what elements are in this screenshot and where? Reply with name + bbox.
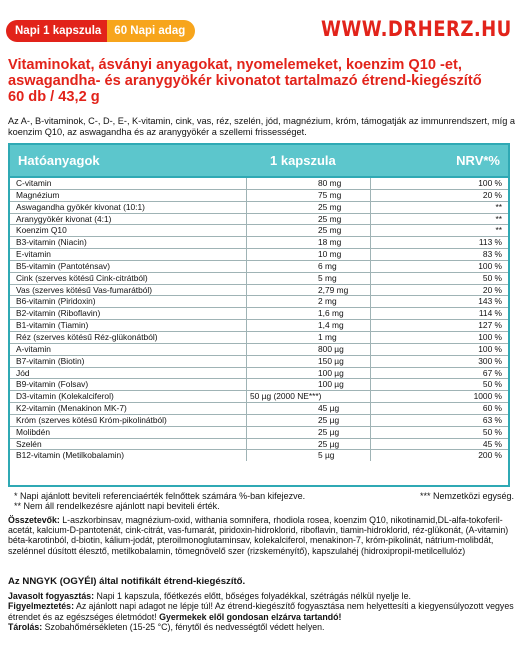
ingredient-nrv: 113 %	[478, 237, 502, 248]
product-intro: Az A-, B-vitaminok, C-, D-, E-, K-vitamin, cink, vas, réz, szelén, jód, magnézium, króm, támogatják az immunrendszert, míg a koenzim Q10, az aswagandha és az aranygyökér a szellemi frissességet.	[8, 116, 515, 137]
ingredient-name: Aswagandha gyökér kivonat (10:1)	[16, 201, 145, 212]
ingredient-nrv: 83 %	[482, 249, 502, 260]
ingredient-name: C-vitamin	[16, 178, 52, 188]
ingredient-nrv: **	[495, 225, 502, 236]
ingredient-name: D3-vitamin (Kolekalciferol)	[16, 391, 114, 402]
ingredient-amount: 50 µg (2000 NE***)	[250, 391, 322, 402]
ingredient-nrv: 100 %	[478, 178, 502, 188]
table-body	[10, 178, 508, 461]
ingredient-nrv: **	[495, 213, 502, 224]
website-link[interactable]: WWW.DRHERZ.HU	[321, 17, 512, 41]
table-row	[10, 249, 508, 261]
product-title: Vitaminokat, ásványi anyagokat, nyomelemeket, koenzim Q10 -et, aswagandha- és aranygyökér kivonatot tartalmazó étrend-kiegészítő 60 db / 43,2 g	[8, 57, 482, 105]
ingredient-amount: 75 mg	[318, 189, 342, 200]
ingredient-nrv: 100 %	[478, 343, 502, 354]
ingredient-nrv: 300 %	[478, 355, 502, 366]
ingredient-name: Réz (szerves kötésű Réz-glükonátból)	[16, 331, 158, 342]
ingredient-amount: 45 µg	[318, 403, 340, 414]
ingredient-name: A-vitamin	[16, 343, 51, 354]
ingredient-name: Jód	[16, 367, 30, 378]
storage-label: Tárolás:	[8, 622, 43, 633]
ingredient-nrv: 63 %	[482, 414, 502, 425]
ingredients-label: Összetevők:	[8, 515, 60, 525]
table-row	[10, 214, 508, 226]
header-per-capsule: 1 kapszula	[270, 153, 336, 168]
ingredient-nrv: 1000 %	[473, 391, 502, 402]
ingredient-nrv: 200 %	[478, 450, 502, 461]
ingredient-name: Szelén	[16, 438, 42, 449]
ingredient-amount: 80 mg	[318, 178, 342, 188]
storage-text: Szobahőmérsékleten (15-25 °C), fénytől és nedvességtől védett helyen.	[42, 622, 325, 633]
ingredient-nrv: 67 %	[482, 367, 502, 378]
notification-statement: Az NNGYK (OGYÉI) által notifikált étrend-kiegészítő.	[8, 576, 246, 587]
ingredient-amount: 2 mg	[318, 296, 337, 307]
ingredient-nrv: 60 %	[482, 403, 502, 414]
children-warning: Gyermekek elől gondosan elzárva tartandó!	[156, 611, 342, 622]
table-row	[10, 427, 508, 439]
ingredient-amount: 100 µg	[318, 367, 344, 378]
table-row	[10, 344, 508, 356]
ingredient-nrv: 50 %	[482, 426, 502, 437]
table-row	[10, 332, 508, 344]
ingredient-amount: 150 µg	[318, 355, 344, 366]
ingredient-name: Molibdén	[16, 426, 50, 437]
ingredient-amount: 25 µg	[318, 426, 340, 437]
ingredient-amount: 1,6 mg	[318, 308, 344, 319]
ingredient-nrv: 20 %	[482, 284, 502, 295]
ingredient-name: B3-vitamin (Niacin)	[16, 237, 87, 248]
table-row	[10, 285, 508, 297]
table-row	[10, 320, 508, 332]
table-row	[10, 261, 508, 273]
nutrition-table	[8, 143, 510, 487]
ingredient-name: Koenzim Q10	[16, 225, 67, 236]
ingredient-nrv: 50 %	[482, 272, 502, 283]
ingredient-amount: 25 mg	[318, 213, 342, 224]
no-rda-footnote: ** Nem áll rendelkezésre ajánlott napi beviteli érték.	[14, 501, 220, 511]
ingredient-name: B6-vitamin (Piridoxin)	[16, 296, 96, 307]
table-row	[10, 450, 508, 461]
table-header	[10, 145, 508, 178]
ingredients-text: L-aszkorbinsav, magnézium-oxid, withania somnifera, rhodiola rosea, koenzim Q10, nikotinamid,DL-alfa-tokoferil-acetát, kalcium-D-pantotenát, cink-citrát, vas-fumarát, piridoxin-hidroklorid, riboflavin, tiamin-hidroklorid, réz-glükonát, (A-vitamin) béta-karotinból, d-biotin, kálium-jodát, pteroilmonoglutaminsav, kolekalciferol, menakinon-7, króm-pikolinát, nátrium-molibdát, szelénnel dúsított élesztő, metilkobalamin, tömegnövelő szer (rizskeményítő), kapszulahéj (hidroxipropil-metilcellulóz)	[8, 515, 509, 556]
ingredient-nrv: 50 %	[482, 379, 502, 390]
warning-text: Az ajánlott napi adagot ne lépje túl! Az étrend-kiegészítő fogyasztása nem helyettesíti a kiegyensúlyozott vegyes étrendet és az egészséges életmódot!	[8, 601, 514, 622]
header	[0, 0, 526, 56]
ingredient-name: Aranygyökér kivonat (4:1)	[16, 213, 112, 224]
ingredient-name: Vas (szerves kötésű Vas-fumarátból)	[16, 284, 153, 295]
table-row	[10, 296, 508, 308]
ingredient-amount: 2,79 mg	[318, 284, 349, 295]
ingredient-nrv: 45 %	[482, 438, 502, 449]
dosage-line	[8, 591, 520, 601]
table-row	[10, 356, 508, 368]
ingredient-name: Cink (szerves kötésű Cink-citrátból)	[16, 272, 148, 283]
daily-capsule-badge: Napi 1 kapszula	[6, 20, 107, 42]
header-ingredient: Hatóanyagok	[18, 153, 100, 168]
ingredient-amount: 18 mg	[318, 237, 342, 248]
ingredient-amount: 5 mg	[318, 272, 337, 283]
nrv-footnote: * Napi ajánlott beviteli referenciaérték felnőttek számára %-ban kifejezve.	[14, 491, 306, 501]
ingredient-nrv: **	[495, 201, 502, 212]
ingredient-amount: 25 µg	[318, 414, 340, 425]
ingredient-amount: 1 mg	[318, 331, 337, 342]
storage-line	[8, 622, 520, 632]
ingredient-nrv: 114 %	[478, 308, 502, 319]
ingredient-amount: 100 µg	[318, 379, 344, 390]
usage-section	[8, 591, 520, 633]
dosage-label: Javasolt fogyasztás:	[8, 591, 95, 601]
table-row	[10, 439, 508, 451]
ingredient-nrv: 127 %	[478, 320, 502, 331]
ingredient-amount: 25 mg	[318, 225, 342, 236]
ingredient-name: K2-vitamin (Menakinon MK-7)	[16, 403, 127, 414]
dosage-text: Napi 1 kapszula, főétkezés előtt, bőséges folyadékkal, szétrágás nélkül nyelje le.	[94, 591, 411, 601]
ingredient-nrv: 20 %	[482, 189, 502, 200]
table-row	[10, 202, 508, 214]
days-supply-badge: 60 Napi adag	[107, 20, 195, 42]
ingredient-name: E-vitamin	[16, 249, 51, 260]
iu-footnote: *** Nemzetközi egység.	[419, 491, 514, 501]
ingredient-amount: 10 mg	[318, 249, 342, 260]
table-row	[10, 368, 508, 380]
ingredients-section	[8, 515, 520, 556]
ingredient-amount: 6 mg	[318, 260, 337, 271]
ingredient-nrv: 100 %	[478, 331, 502, 342]
dosage-badges	[6, 20, 195, 42]
table-row	[10, 190, 508, 202]
table-row	[10, 273, 508, 285]
table-row	[10, 225, 508, 237]
ingredient-name: B2-vitamin (Riboflavin)	[16, 308, 101, 319]
ingredient-name: B1-vitamin (Tiamin)	[16, 320, 89, 331]
ingredient-name: Magnézium	[16, 189, 60, 200]
ingredient-name: B9-vitamin (Folsav)	[16, 379, 89, 390]
table-row	[10, 178, 508, 190]
table-row	[10, 379, 508, 391]
warning-line	[8, 601, 520, 622]
ingredient-name: B5-vitamin (Pantoténsav)	[16, 260, 111, 271]
table-row	[10, 308, 508, 320]
table-row	[10, 391, 508, 403]
ingredient-amount: 1,4 mg	[318, 320, 344, 331]
footnotes	[14, 491, 514, 511]
table-row	[10, 403, 508, 415]
ingredient-name: B7-vitamin (Biotin)	[16, 355, 85, 366]
ingredient-amount: 5 µg	[318, 450, 335, 461]
ingredient-name: B12-vitamin (Metilkobalamin)	[16, 450, 124, 461]
ingredient-amount: 25 mg	[318, 201, 342, 212]
ingredient-amount: 25 µg	[318, 438, 340, 449]
table-row	[10, 415, 508, 427]
ingredient-nrv: 100 %	[478, 260, 502, 271]
ingredient-name: Króm (szerves kötésű Króm-pikolinátból)	[16, 414, 167, 425]
ingredient-amount: 800 µg	[318, 343, 344, 354]
table-row	[10, 237, 508, 249]
ingredient-nrv: 143 %	[478, 296, 502, 307]
warning-label: Figyelmeztetés:	[8, 601, 74, 612]
header-nrv: NRV*%	[456, 153, 500, 168]
